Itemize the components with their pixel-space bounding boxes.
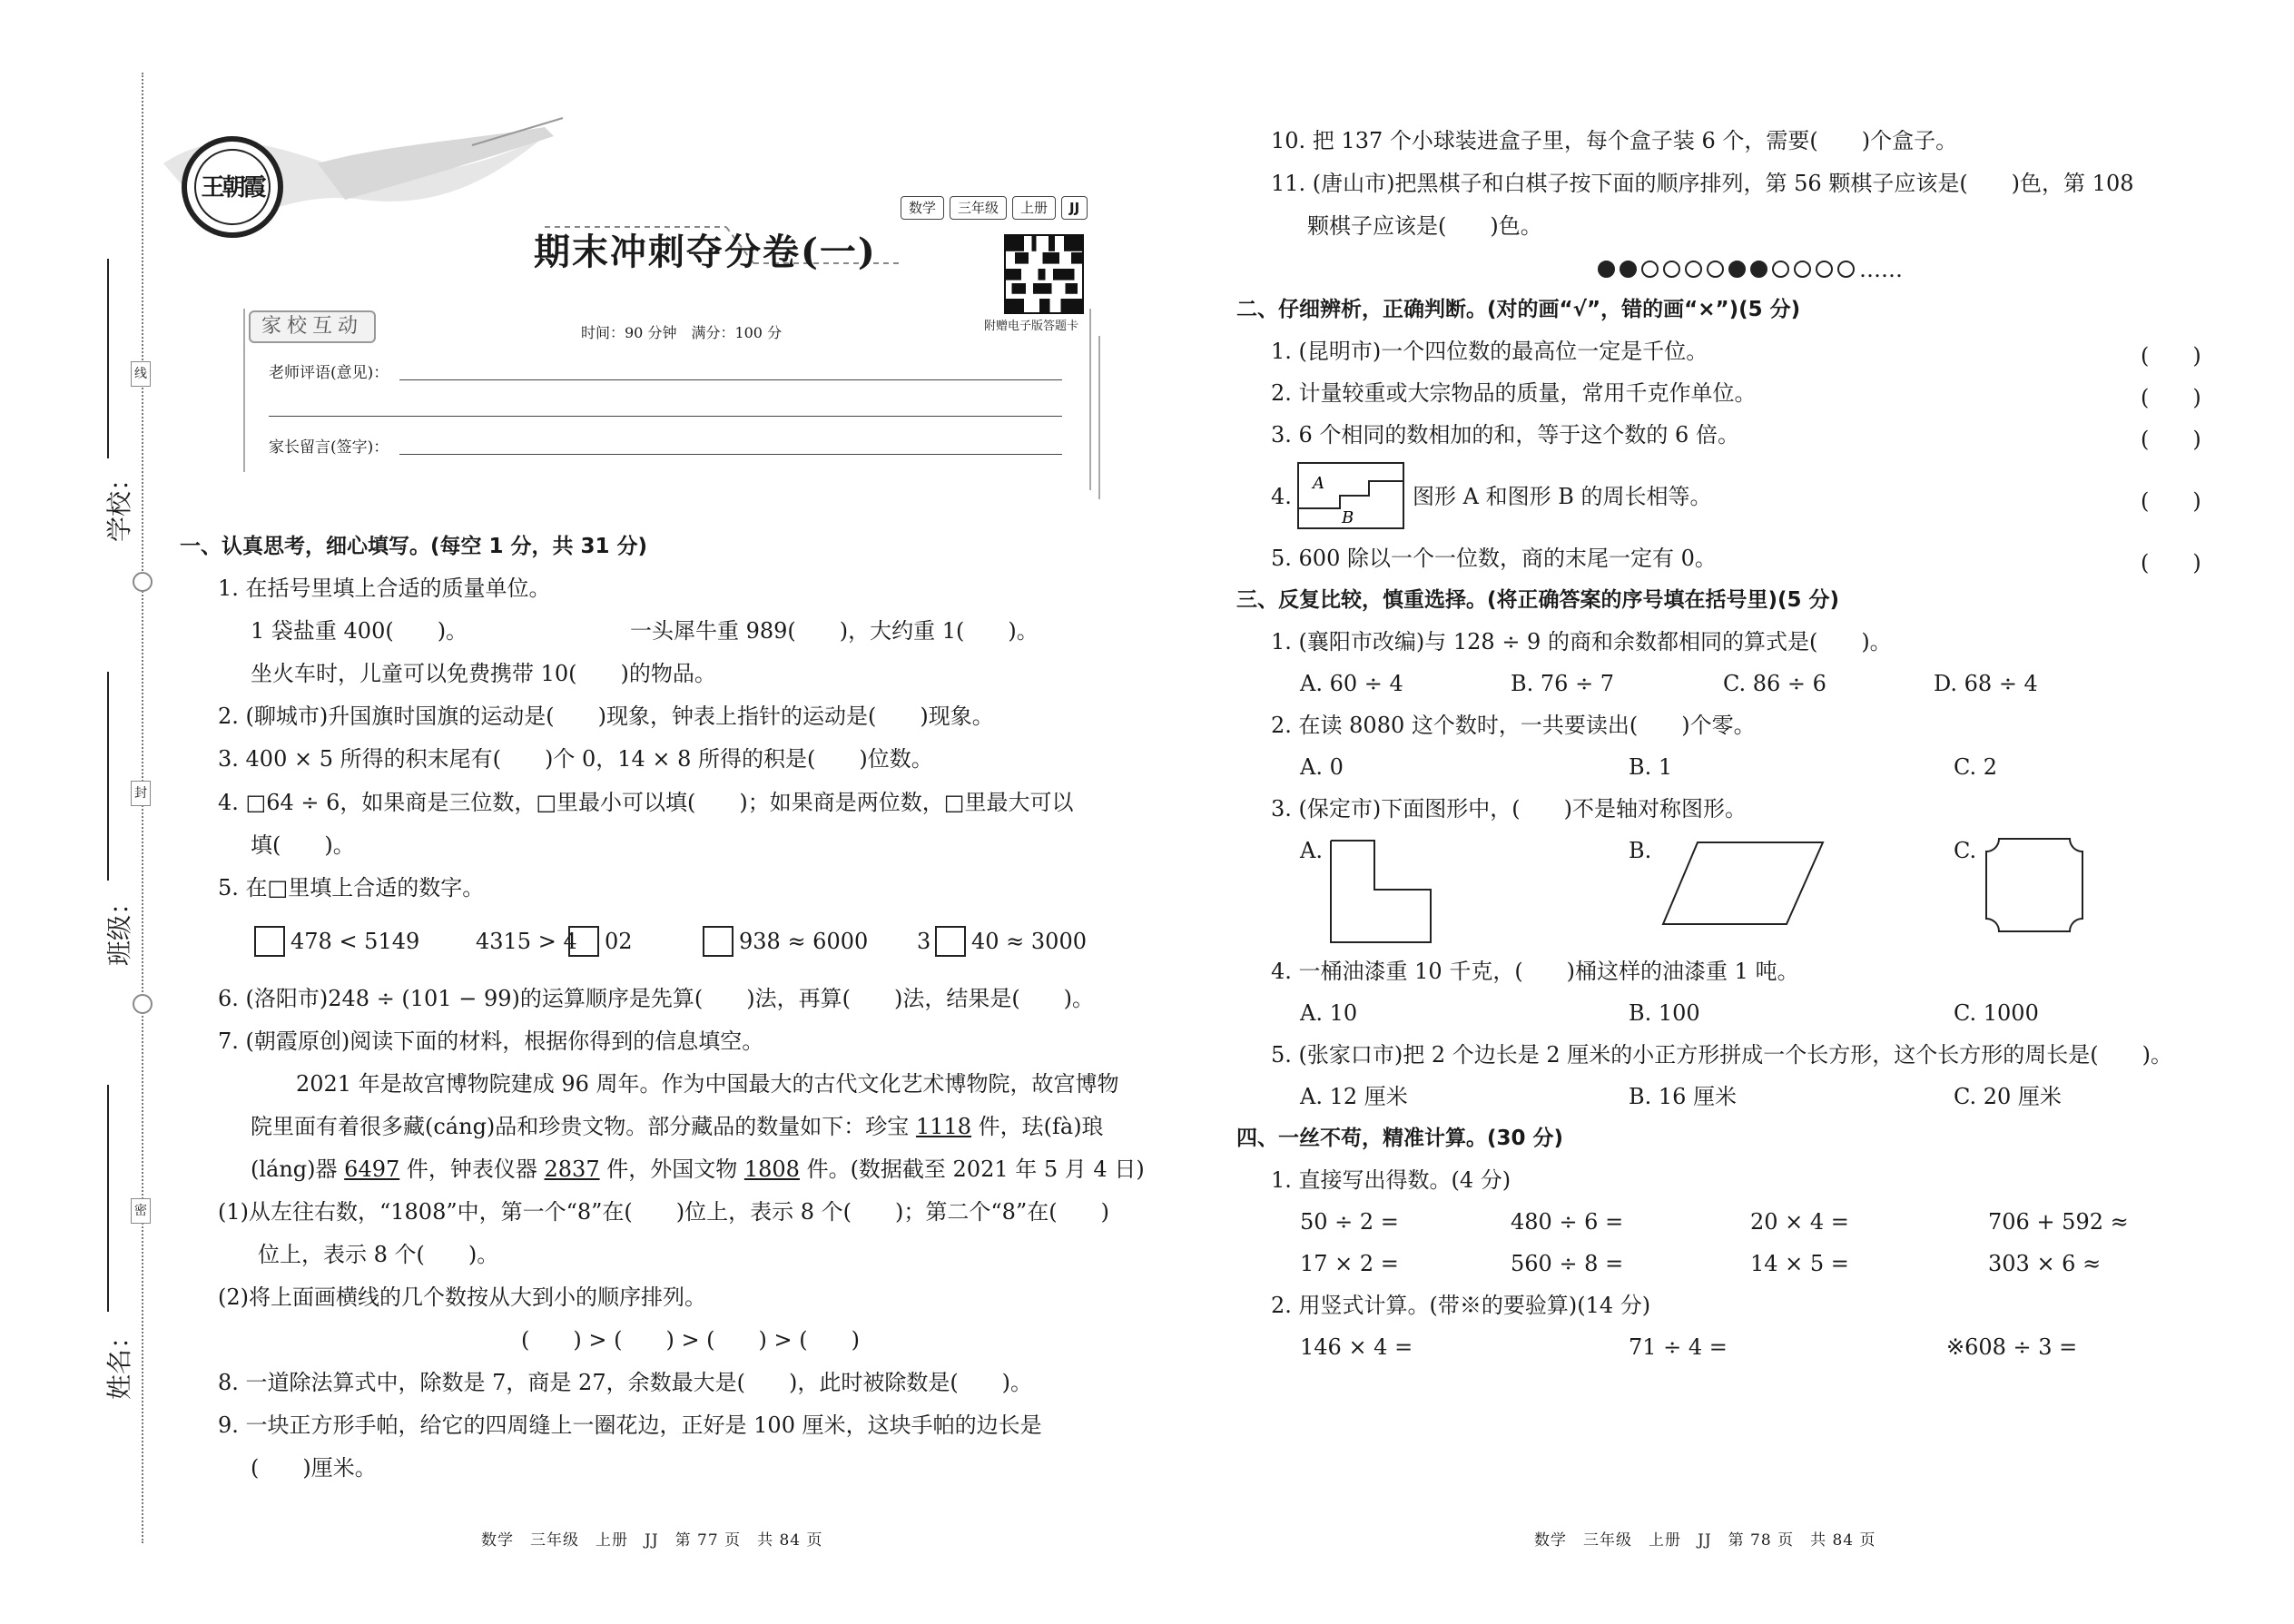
calc-2-c1[interactable]: 146 × 4 =	[1300, 1334, 1413, 1360]
judge-4-answer[interactable]: ( )	[2141, 488, 2201, 514]
bead-white	[1707, 261, 1724, 278]
school-label: 学校：	[104, 465, 135, 543]
calc-1-r2-c4[interactable]: 303 × 6 ≈	[1988, 1251, 2102, 1276]
calc-1-r2-c1[interactable]: 17 × 2 =	[1300, 1251, 1399, 1276]
bead-black	[1728, 261, 1746, 278]
q7-passage-3-c: 件，外国文物	[599, 1156, 744, 1182]
section-2-title: 二、仔细辨析，正确判断。(对的画“√”，错的画“×”)(5 分)	[1236, 298, 1801, 321]
name-label: 姓名：	[104, 1323, 135, 1401]
q7-num-treasure: 1118	[915, 1114, 972, 1139]
box-left-rule	[243, 309, 245, 472]
tag-edition: JJ	[1061, 196, 1088, 220]
parent-comment-label: 家长留言(签字)：	[269, 438, 389, 457]
q7-num-clocks: 2837	[544, 1156, 600, 1182]
binding-hole-2	[133, 994, 153, 1014]
q7-passage-1: 2021 年是故宫博物院建成 96 周年。作为中国最大的古代文化艺术博物院，故宫博物	[296, 1071, 1119, 1097]
brand-logo	[182, 136, 283, 238]
q11-line-1[interactable]: 11. (唐山市)把黑棋子和白棋子按下面的顺序排列，第 56 颗棋子应该是( )色，第 108	[1271, 171, 2134, 196]
q7-passage-2	[251, 1113, 1104, 1140]
q3[interactable]: 3. 400 × 5 所得的积末尾有( )个 0，14 × 8 所得的积是( )位数。	[218, 746, 933, 772]
right-footer: 数学 三年级 上册 JJ 第 78 页 共 84 页	[1534, 1531, 1876, 1550]
q9-line-1: 9. 一块正方形手帕，给它的四周缝上一圈花边，正好是 100 厘米，这块手帕的边长是	[218, 1412, 1042, 1438]
school-underline	[107, 259, 109, 458]
choice-2-opt-c[interactable]: C. 2	[1954, 754, 1998, 780]
seal-char-2: 封	[131, 781, 151, 806]
choice-4-opt-b[interactable]: B. 100	[1629, 1000, 1700, 1026]
q5: 5. 在□里填上合适的数字。	[218, 875, 485, 901]
choice-3-opt-c[interactable]: C.	[1954, 838, 1977, 863]
time-info: 时间：90 分钟 满分：100 分	[581, 324, 783, 341]
q1-b[interactable]: 一头犀牛重 989( )，大约重 1( )。	[630, 618, 1039, 644]
q7-passage-2-b: 件，珐(fà)琅	[971, 1114, 1104, 1139]
parent-comment-line[interactable]	[399, 454, 1062, 455]
choice-5-opt-b[interactable]: B. 16 厘米	[1629, 1084, 1738, 1109]
q5-b1: 4315 > 4	[476, 929, 577, 954]
binding-dotted-line	[142, 73, 143, 1543]
section-4-title: 四、一丝不苟，精准计算。(30 分)	[1236, 1127, 1564, 1150]
judge-4: 图形 A 和图形 B 的周长相等。	[1413, 484, 1712, 509]
region-b-label: B	[1342, 508, 1354, 527]
bead-white	[1794, 261, 1811, 278]
choice-3-shape-l	[1329, 839, 1434, 946]
tag-subject: 数学	[901, 196, 944, 220]
q5-box-c[interactable]	[703, 926, 733, 957]
judge-4-figure	[1296, 461, 1405, 530]
class-label: 班级：	[104, 889, 135, 967]
q1-c[interactable]: 坐火车时，儿童可以免费携带 10( )的物品。	[251, 661, 716, 686]
seal-char-1: 线	[131, 361, 151, 387]
choice-1-opt-a[interactable]: A. 60 ÷ 4	[1300, 671, 1403, 696]
left-footer: 数学 三年级 上册 JJ 第 77 页 共 84 页	[481, 1531, 823, 1550]
subject-tag	[901, 196, 1088, 220]
q5-a: 478 < 5149	[290, 929, 420, 954]
q7-sub2-blanks[interactable]: ( ) > ( ) > ( ) > ( )	[521, 1327, 861, 1353]
calc-1-r1-c3[interactable]: 20 × 4 =	[1750, 1209, 1849, 1235]
q1-a[interactable]: 1 袋盐重 400( )。	[251, 618, 468, 644]
judge-4-number: 4.	[1271, 484, 1292, 509]
calc-2-c3[interactable]: ※608 ÷ 3 =	[1946, 1334, 2078, 1360]
q7-passage-3-a: (láng)器	[251, 1156, 345, 1182]
q7-sub2: (2)将上面画横线的几个数按从大到小的顺序排列。	[218, 1284, 706, 1310]
bead-white	[1663, 261, 1680, 278]
bead-sequence	[1598, 254, 1907, 283]
tag-volume: 上册	[1012, 196, 1056, 220]
q11-line-2[interactable]: 颗棋子应该是( )色。	[1307, 213, 1542, 239]
qr-caption: 附赠电子版答题卡	[984, 320, 1079, 333]
q9-line-2[interactable]: ( )厘米。	[251, 1455, 377, 1481]
box-right-rule	[1089, 309, 1091, 490]
bead-white	[1816, 261, 1833, 278]
choice-5-opt-c[interactable]: C. 20 厘米	[1954, 1084, 2062, 1109]
q7-passage-3-d: 件。(数据截至 2021 年 5 月 4 日)	[799, 1156, 1145, 1182]
choice-3-shape-parallelogram	[1661, 841, 1825, 926]
teacher-comment-label: 老师评语(意见)：	[269, 364, 389, 382]
teacher-comment-line-2[interactable]	[269, 416, 1062, 417]
calc-1-r1-c4[interactable]: 706 + 592 ≈	[1988, 1209, 2129, 1235]
judge-2-answer[interactable]: ( )	[2141, 385, 2201, 410]
bead-black	[1620, 261, 1637, 278]
q7-passage-2-a: 院里面有着很多藏(cáng)品和珍贵文物。部分藏品的数量如下：珍宝	[251, 1114, 916, 1139]
bead-white	[1641, 261, 1659, 278]
q7-sub1-line-2[interactable]: 位上，表示 8 个( )。	[258, 1242, 499, 1267]
choice-1[interactable]: 1. (襄阳市改编)与 128 ÷ 9 的商和余数都相同的算式是( )。	[1271, 629, 1892, 655]
calc-1-r2-c3[interactable]: 14 × 5 =	[1750, 1251, 1849, 1276]
bead-white	[1685, 261, 1702, 278]
calc-2: 2. 用竖式计算。(带※的要验算)(14 分)	[1271, 1293, 1651, 1318]
choice-4-opt-c[interactable]: C. 1000	[1954, 1000, 2039, 1026]
home-school-badge: 家校互动	[249, 310, 376, 343]
judge-3-answer[interactable]: ( )	[2141, 427, 2201, 452]
q5-d1: 3	[917, 929, 931, 954]
bead-ellipsis: ……	[1859, 256, 1903, 282]
calc-1-r1-c2[interactable]: 480 ÷ 6 =	[1511, 1209, 1624, 1235]
judge-1: 1. (昆明市)一个四位数的最高位一定是千位。	[1271, 339, 1708, 364]
bead-black	[1598, 261, 1615, 278]
choice-2-opt-b[interactable]: B. 1	[1629, 754, 1673, 780]
judge-2: 2. 计量较重或大宗物品的质量，常用千克作单位。	[1271, 380, 1757, 406]
section-1-title: 一、认真思考，细心填写。(每空 1 分，共 31 分)	[180, 535, 648, 558]
region-a-label: A	[1313, 474, 1324, 493]
judge-5-answer[interactable]: ( )	[2141, 550, 2201, 576]
q5-b2: 02	[605, 929, 633, 954]
bead-black	[1750, 261, 1767, 278]
judge-1-answer[interactable]: ( )	[2141, 343, 2201, 369]
q7-num-foreign: 1808	[743, 1156, 800, 1182]
page-title: 期末冲刺夺分卷(一)	[534, 231, 877, 273]
section-3-title: 三、反复比较，慎重选择。(将正确答案的序号填在括号里)(5 分)	[1236, 588, 1840, 612]
tag-grade: 三年级	[950, 196, 1007, 220]
q7-passage-3-b: 件，钟表仪器	[399, 1156, 545, 1182]
name-underline	[107, 1085, 109, 1312]
q5-box-b[interactable]	[568, 926, 599, 957]
choice-3[interactable]: 3. (保定市)下面图形中，( )不是轴对称图形。	[1271, 796, 1747, 822]
q2[interactable]: 2. (聊城市)升国旗时国旗的运动是( )现象，钟表上指针的运动是( )现象。	[218, 704, 994, 729]
q7-sub1-line-1[interactable]: (1)从左往右数，“1808”中，第一个“8”在( )位上，表示 8 个( )；第二个“8”在( )	[218, 1199, 1109, 1225]
q5-d2: 40 ≈ 3000	[971, 929, 1087, 954]
judge-5: 5. 600 除以一个一位数，商的末尾一定有 0。	[1271, 546, 1717, 571]
q5-box-a[interactable]	[254, 926, 285, 957]
home-school-box	[236, 300, 1108, 508]
q8[interactable]: 8. 一道除法算式中，除数是 7，商是 27，余数最大是( )，此时被除数是( )。	[218, 1370, 1033, 1395]
choice-3-opt-a[interactable]: A.	[1300, 838, 1323, 863]
q6[interactable]: 6. (洛阳市)248 ÷ (101 − 99)的运算顺序是先算( )法，再算( )法，结果是( )。	[218, 986, 1095, 1011]
choice-3-shape-octagon	[1984, 837, 2084, 933]
choice-2-opt-a[interactable]: A. 0	[1300, 754, 1344, 780]
q5-c: 938 ≈ 6000	[739, 929, 869, 954]
name-field[interactable]	[87, 1085, 135, 1401]
teacher-comment-line-1[interactable]	[399, 379, 1062, 380]
q7: 7. (朝霞原创)阅读下面的材料，根据你得到的信息填空。	[218, 1029, 764, 1054]
calc-1-r1-c1[interactable]: 50 ÷ 2 =	[1300, 1209, 1399, 1235]
choice-4[interactable]: 4. 一桶油漆重 10 千克，( )桶这样的油漆重 1 吨。	[1271, 959, 1799, 984]
q4-line-1[interactable]: 4. □64 ÷ 6，如果商是三位数，□里最小可以填( )；如果商是两位数，□里最大可以	[218, 790, 1074, 815]
q10[interactable]: 10. 把 137 个小球装进盒子里，每个盒子装 6 个，需要( )个盒子。	[1271, 128, 1958, 153]
judge-3: 3. 6 个相同的数相加的和，等于这个数的 6 倍。	[1271, 422, 1739, 448]
q4-line-2[interactable]: 填( )。	[251, 832, 355, 858]
choice-5-opt-a[interactable]: A. 12 厘米	[1300, 1084, 1408, 1109]
choice-1-opt-b[interactable]: B. 76 ÷ 7	[1511, 671, 1615, 696]
bead-white	[1772, 261, 1789, 278]
class-field[interactable]	[87, 672, 135, 967]
bead-white	[1837, 261, 1855, 278]
q7-passage-3	[251, 1156, 1145, 1183]
q1: 1. 在括号里填上合适的质量单位。	[218, 576, 551, 601]
school-field[interactable]	[87, 259, 135, 543]
calc-1-r2-c2[interactable]: 560 ÷ 8 =	[1511, 1251, 1624, 1276]
q7-num-enamel: 6497	[344, 1156, 400, 1182]
logo-text: 王朝霞	[201, 174, 264, 202]
choice-5[interactable]: 5. (张家口市)把 2 个边长是 2 厘米的小正方形拼成一个长方形，这个长方形的周长是( )。	[1271, 1042, 2173, 1068]
choice-2[interactable]: 2. 在读 8080 这个数时，一共要读出( )个零。	[1271, 713, 1756, 738]
q5-box-d[interactable]	[935, 926, 966, 957]
binding-hole-1	[133, 572, 153, 592]
calc-1: 1. 直接写出得数。(4 分)	[1271, 1167, 1511, 1193]
calc-2-c2[interactable]: 71 ÷ 4 =	[1629, 1334, 1728, 1360]
choice-1-opt-c[interactable]: C. 86 ÷ 6	[1723, 671, 1826, 696]
seal-char-3: 密	[131, 1198, 151, 1224]
choice-3-opt-b[interactable]: B.	[1629, 838, 1652, 863]
class-underline	[107, 672, 109, 881]
choice-1-opt-d[interactable]: D. 68 ÷ 4	[1934, 671, 2038, 696]
box-right-rule-2	[1098, 336, 1100, 499]
choice-4-opt-a[interactable]: A. 10	[1300, 1000, 1358, 1026]
